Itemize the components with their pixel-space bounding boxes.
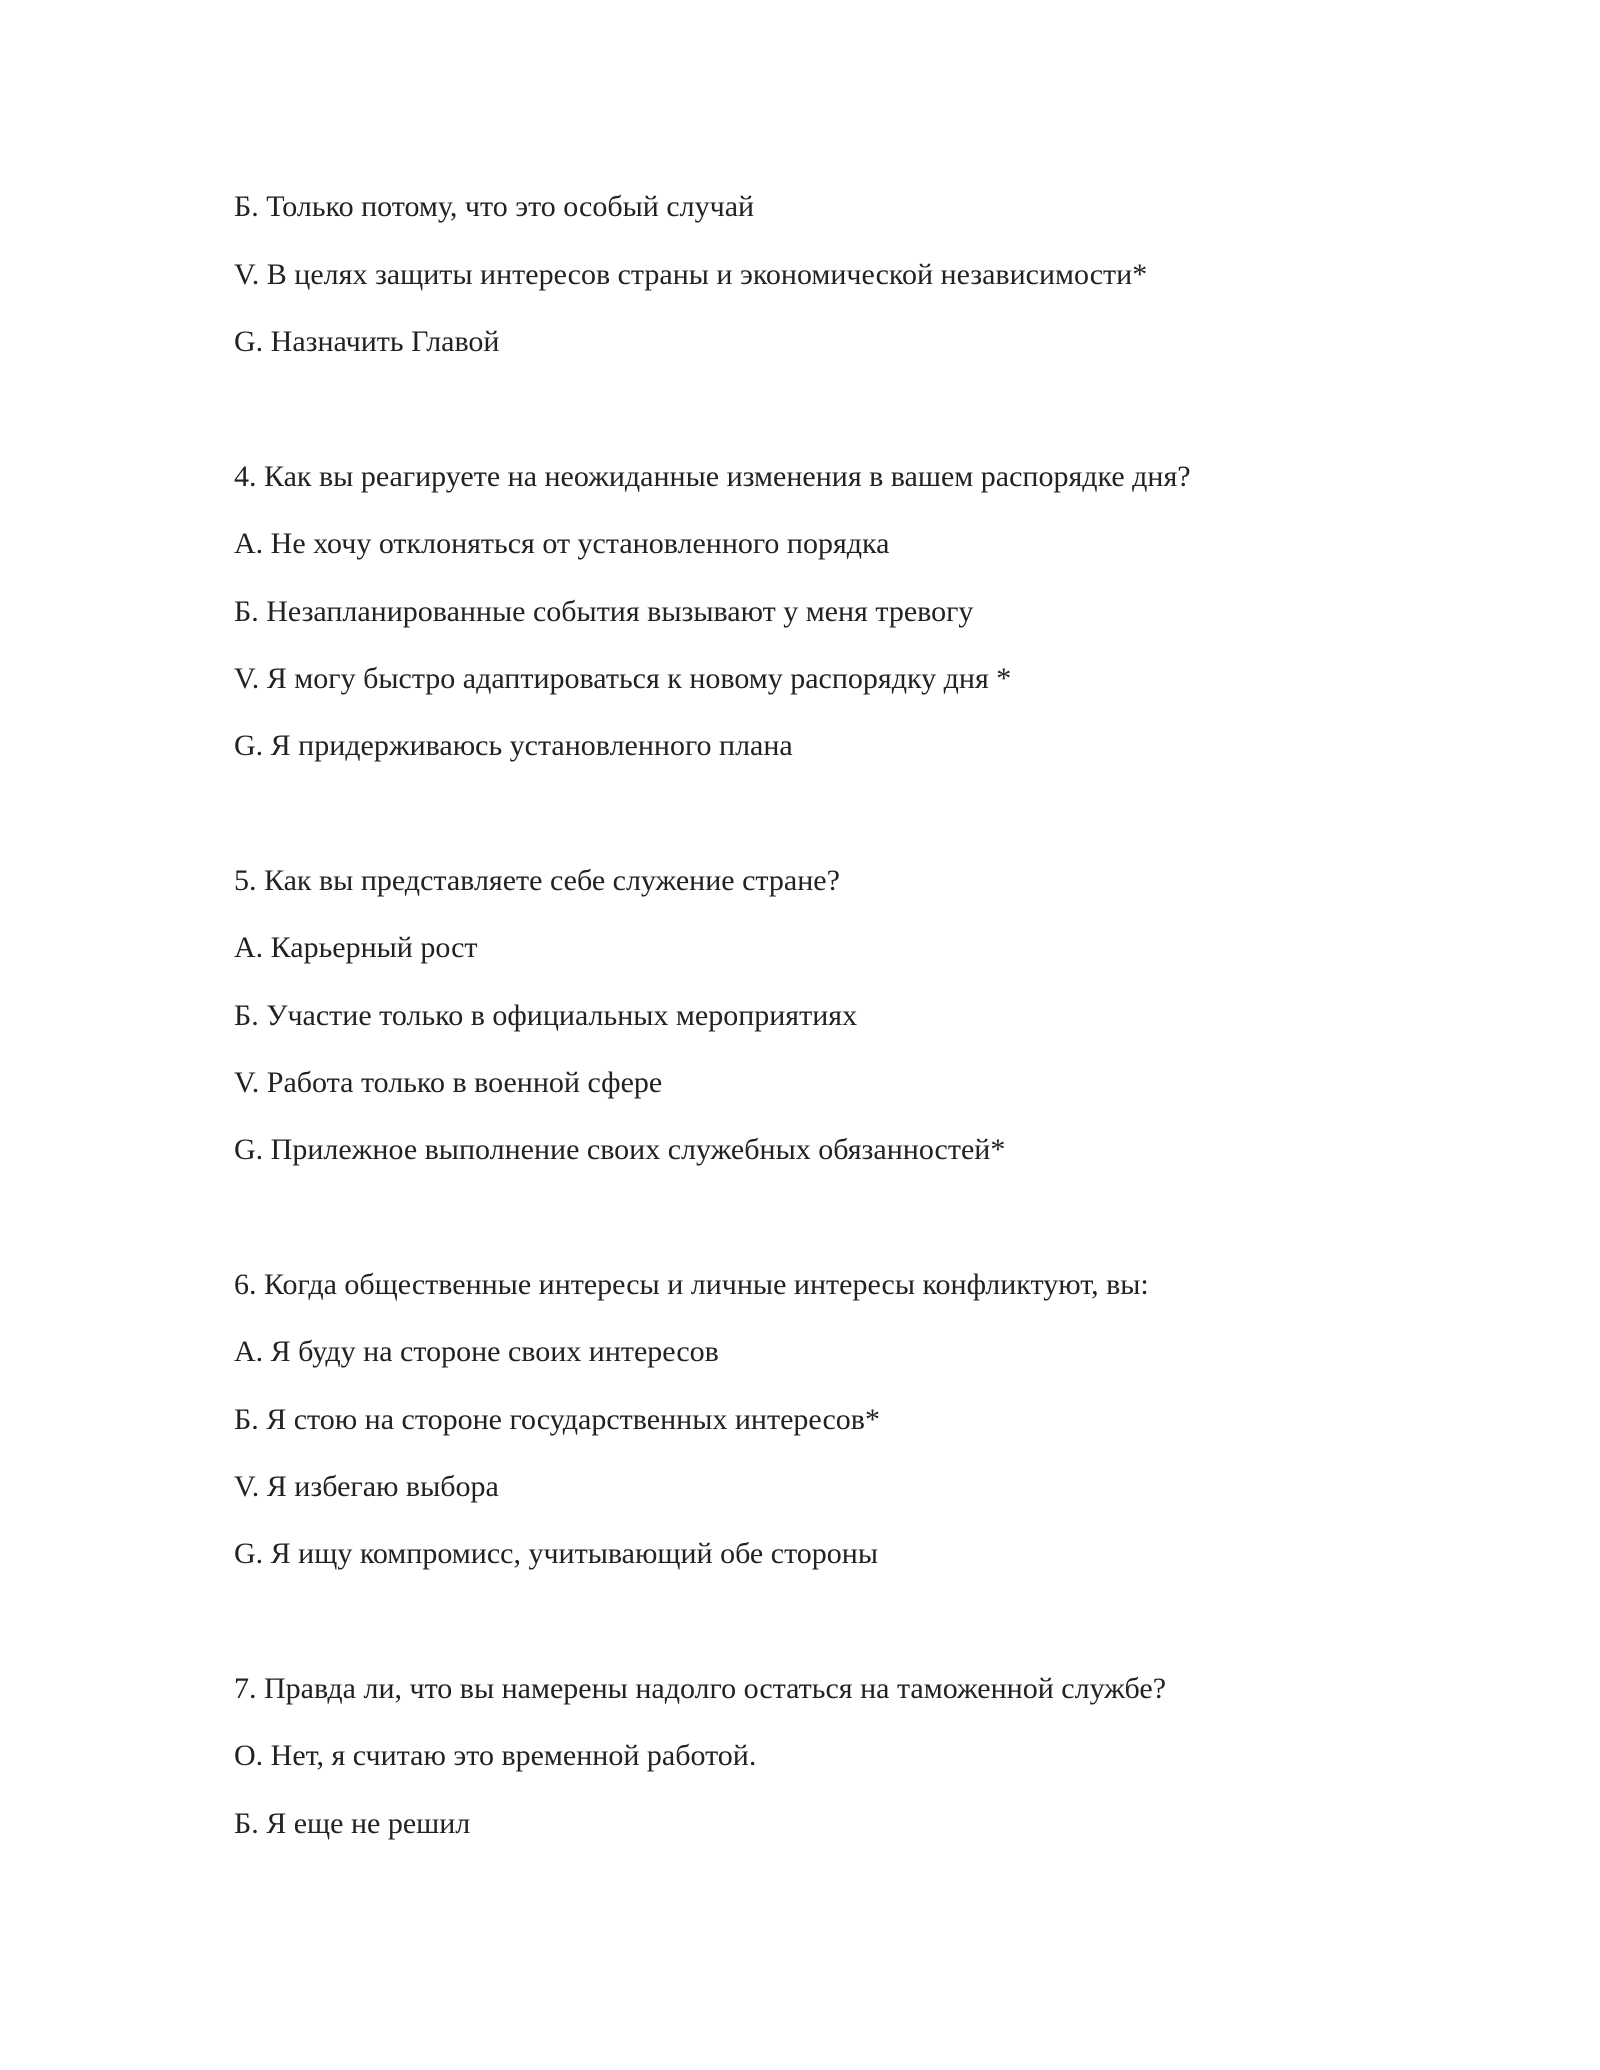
answer-option: V. Я могу быстро адаптироваться к новому распорядку дня * xyxy=(234,662,1012,695)
answer-option: О. Нет, я считаю это временной работой. xyxy=(234,1739,757,1772)
question-7: 7. Правда ли, что вы намерены надолго остаться на таможенной службе? xyxy=(234,1672,1167,1705)
answer-option: Б. Участие только в официальных мероприятиях xyxy=(234,999,858,1032)
answer-option: А. Не хочу отклоняться от установленного порядка xyxy=(234,527,890,560)
answer-option: Б. Я еще не решил xyxy=(234,1807,471,1840)
question-5: 5. Как вы представляете себе служение стране? xyxy=(234,864,840,897)
answer-option: G. Прилежное выполнение своих служебных обязанностей* xyxy=(234,1133,1006,1166)
answer-option: V. В целях защиты интересов страны и экономической независимости* xyxy=(234,258,1148,291)
answer-option: Б. Только потому, что это особый случай xyxy=(234,190,755,223)
answer-option: V. Работа только в военной сфере xyxy=(234,1066,663,1099)
answer-option: А. Карьерный рост xyxy=(234,931,478,964)
answer-option: А. Я буду на стороне своих интересов xyxy=(234,1335,719,1368)
question-4: 4. Как вы реагируете на неожиданные изменения в вашем распорядке дня? xyxy=(234,460,1191,493)
question-6: 6. Когда общественные интересы и личные интересы конфликтуют, вы: xyxy=(234,1268,1149,1301)
answer-option: V. Я избегаю выбора xyxy=(234,1470,499,1503)
answer-option: G. Назначить Главой xyxy=(234,325,500,358)
answer-option: Б. Незапланированные события вызывают у меня тревогу xyxy=(234,595,974,628)
answer-option: G. Я придерживаюсь установленного плана xyxy=(234,729,793,762)
answer-option: G. Я ищу компромисс, учитывающий обе стороны xyxy=(234,1537,878,1570)
answer-option: Б. Я стою на стороне государственных интересов* xyxy=(234,1403,880,1436)
